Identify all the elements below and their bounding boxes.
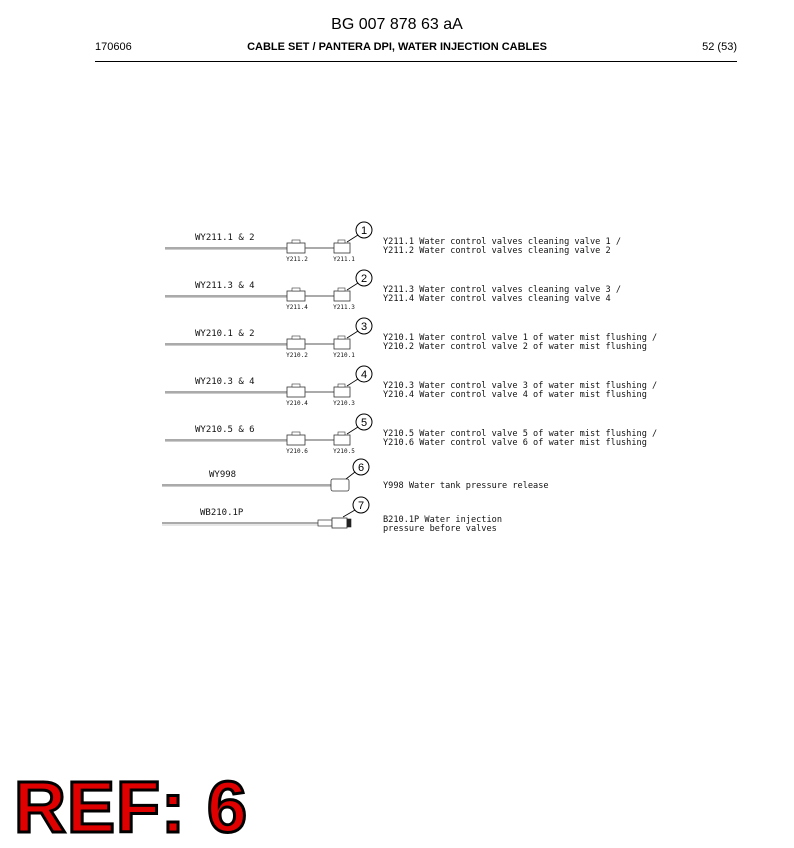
sensor-body [318, 520, 332, 526]
callout-leader [347, 283, 358, 290]
description-line: B210.1P Water injection [383, 515, 502, 525]
connector-1-latch [292, 288, 300, 291]
description-line: Y210.4 Water control valve 4 of water mist flushing [383, 390, 647, 400]
connector-2 [334, 291, 350, 301]
connector-label: Y210.5 [333, 448, 355, 455]
description-line: pressure before valves [383, 524, 497, 534]
connector-1 [332, 518, 347, 528]
doc-date: 170606 [95, 41, 132, 53]
description-line: Y210.6 Water control valve 6 of water mist flushing [383, 438, 647, 448]
cable-label: WY211.3 & 4 [195, 281, 255, 291]
connector-1-latch [292, 240, 300, 243]
connector-2 [334, 435, 350, 445]
description-line: Y210.5 Water control valve 5 of water mist flushing / [383, 429, 658, 439]
connector-label: Y210.2 [286, 352, 308, 359]
cable-label: WY210.3 & 4 [195, 377, 255, 387]
callout-number: 1 [360, 225, 368, 237]
cable-row [162, 497, 502, 534]
ref-stamp: REF: 6 [14, 768, 249, 848]
connector-2-latch [338, 240, 345, 243]
connector-2 [334, 387, 350, 397]
connector-2-latch [338, 432, 345, 435]
connector-label: Y211.3 [333, 304, 355, 311]
connector-2-latch [338, 336, 345, 339]
description-line: Y211.3 Water control valves cleaning valve 3 / [383, 285, 621, 295]
connector-label: Y211.2 [286, 256, 308, 263]
cable-label: WY211.1 & 2 [195, 233, 255, 243]
connector-label: Y210.1 [333, 352, 355, 359]
callout-leader [347, 379, 358, 386]
cable-row [165, 222, 621, 263]
connector-tip [347, 519, 351, 527]
callout-leader [347, 427, 358, 434]
description-line: Y210.2 Water control valve 2 of water mist flushing [383, 342, 647, 352]
callout-number: 7 [357, 500, 365, 512]
connector-label: Y211.1 [333, 256, 355, 263]
callout-number: 5 [360, 417, 368, 429]
connector-label: Y211.4 [286, 304, 308, 311]
connector-1-latch [292, 384, 300, 387]
doc-number: BG 007 878 63 aA [331, 16, 463, 33]
connector-label: Y210.4 [286, 400, 308, 407]
cable-row [165, 270, 621, 311]
description-line: Y210.1 Water control valve 1 of water mist flushing / [383, 333, 658, 343]
doc-title: CABLE SET / PANTERA DPI, WATER INJECTION CABLES [247, 41, 547, 53]
connector-1 [287, 291, 305, 301]
doc-page: 52 (53) [702, 41, 737, 53]
connector-2 [334, 339, 350, 349]
connector-1 [331, 479, 349, 491]
connector-1-latch [292, 432, 300, 435]
description-line: Y998 Water tank pressure release [383, 481, 549, 491]
callout-leader [347, 331, 358, 338]
connector-1 [287, 243, 305, 253]
callout-number: 6 [357, 462, 365, 474]
connector-2-latch [338, 384, 345, 387]
connector-1 [287, 435, 305, 445]
cable-label: WY210.5 & 6 [195, 425, 255, 435]
cable-row [162, 459, 549, 491]
description-line: Y210.3 Water control valve 3 of water mist flushing / [383, 381, 658, 391]
connector-label: Y210.6 [286, 448, 308, 455]
connector-1 [287, 387, 305, 397]
connector-2-latch [338, 288, 345, 291]
connector-label: Y210.3 [333, 400, 355, 407]
description-line: Y211.4 Water control valves cleaning valve 4 [383, 294, 611, 304]
cable-row [165, 366, 657, 407]
cable-row [165, 318, 657, 359]
cable-label: WY998 [209, 470, 237, 480]
callout-number: 2 [360, 273, 368, 285]
connector-1-latch [292, 336, 300, 339]
callout-leader [343, 510, 355, 517]
cable-label: WB210.1P [200, 508, 244, 518]
description-line: Y211.1 Water control valves cleaning valve 1 / [383, 237, 621, 247]
connector-1 [287, 339, 305, 349]
connector-2 [334, 243, 350, 253]
callout-number: 4 [360, 369, 368, 381]
callout-leader [347, 235, 358, 242]
callout-number: 3 [360, 321, 368, 333]
callout-leader [346, 472, 355, 479]
description-line: Y211.2 Water control valves cleaning valve 2 [383, 246, 611, 256]
cable-row [165, 414, 657, 455]
cable-label: WY210.1 & 2 [195, 329, 255, 339]
